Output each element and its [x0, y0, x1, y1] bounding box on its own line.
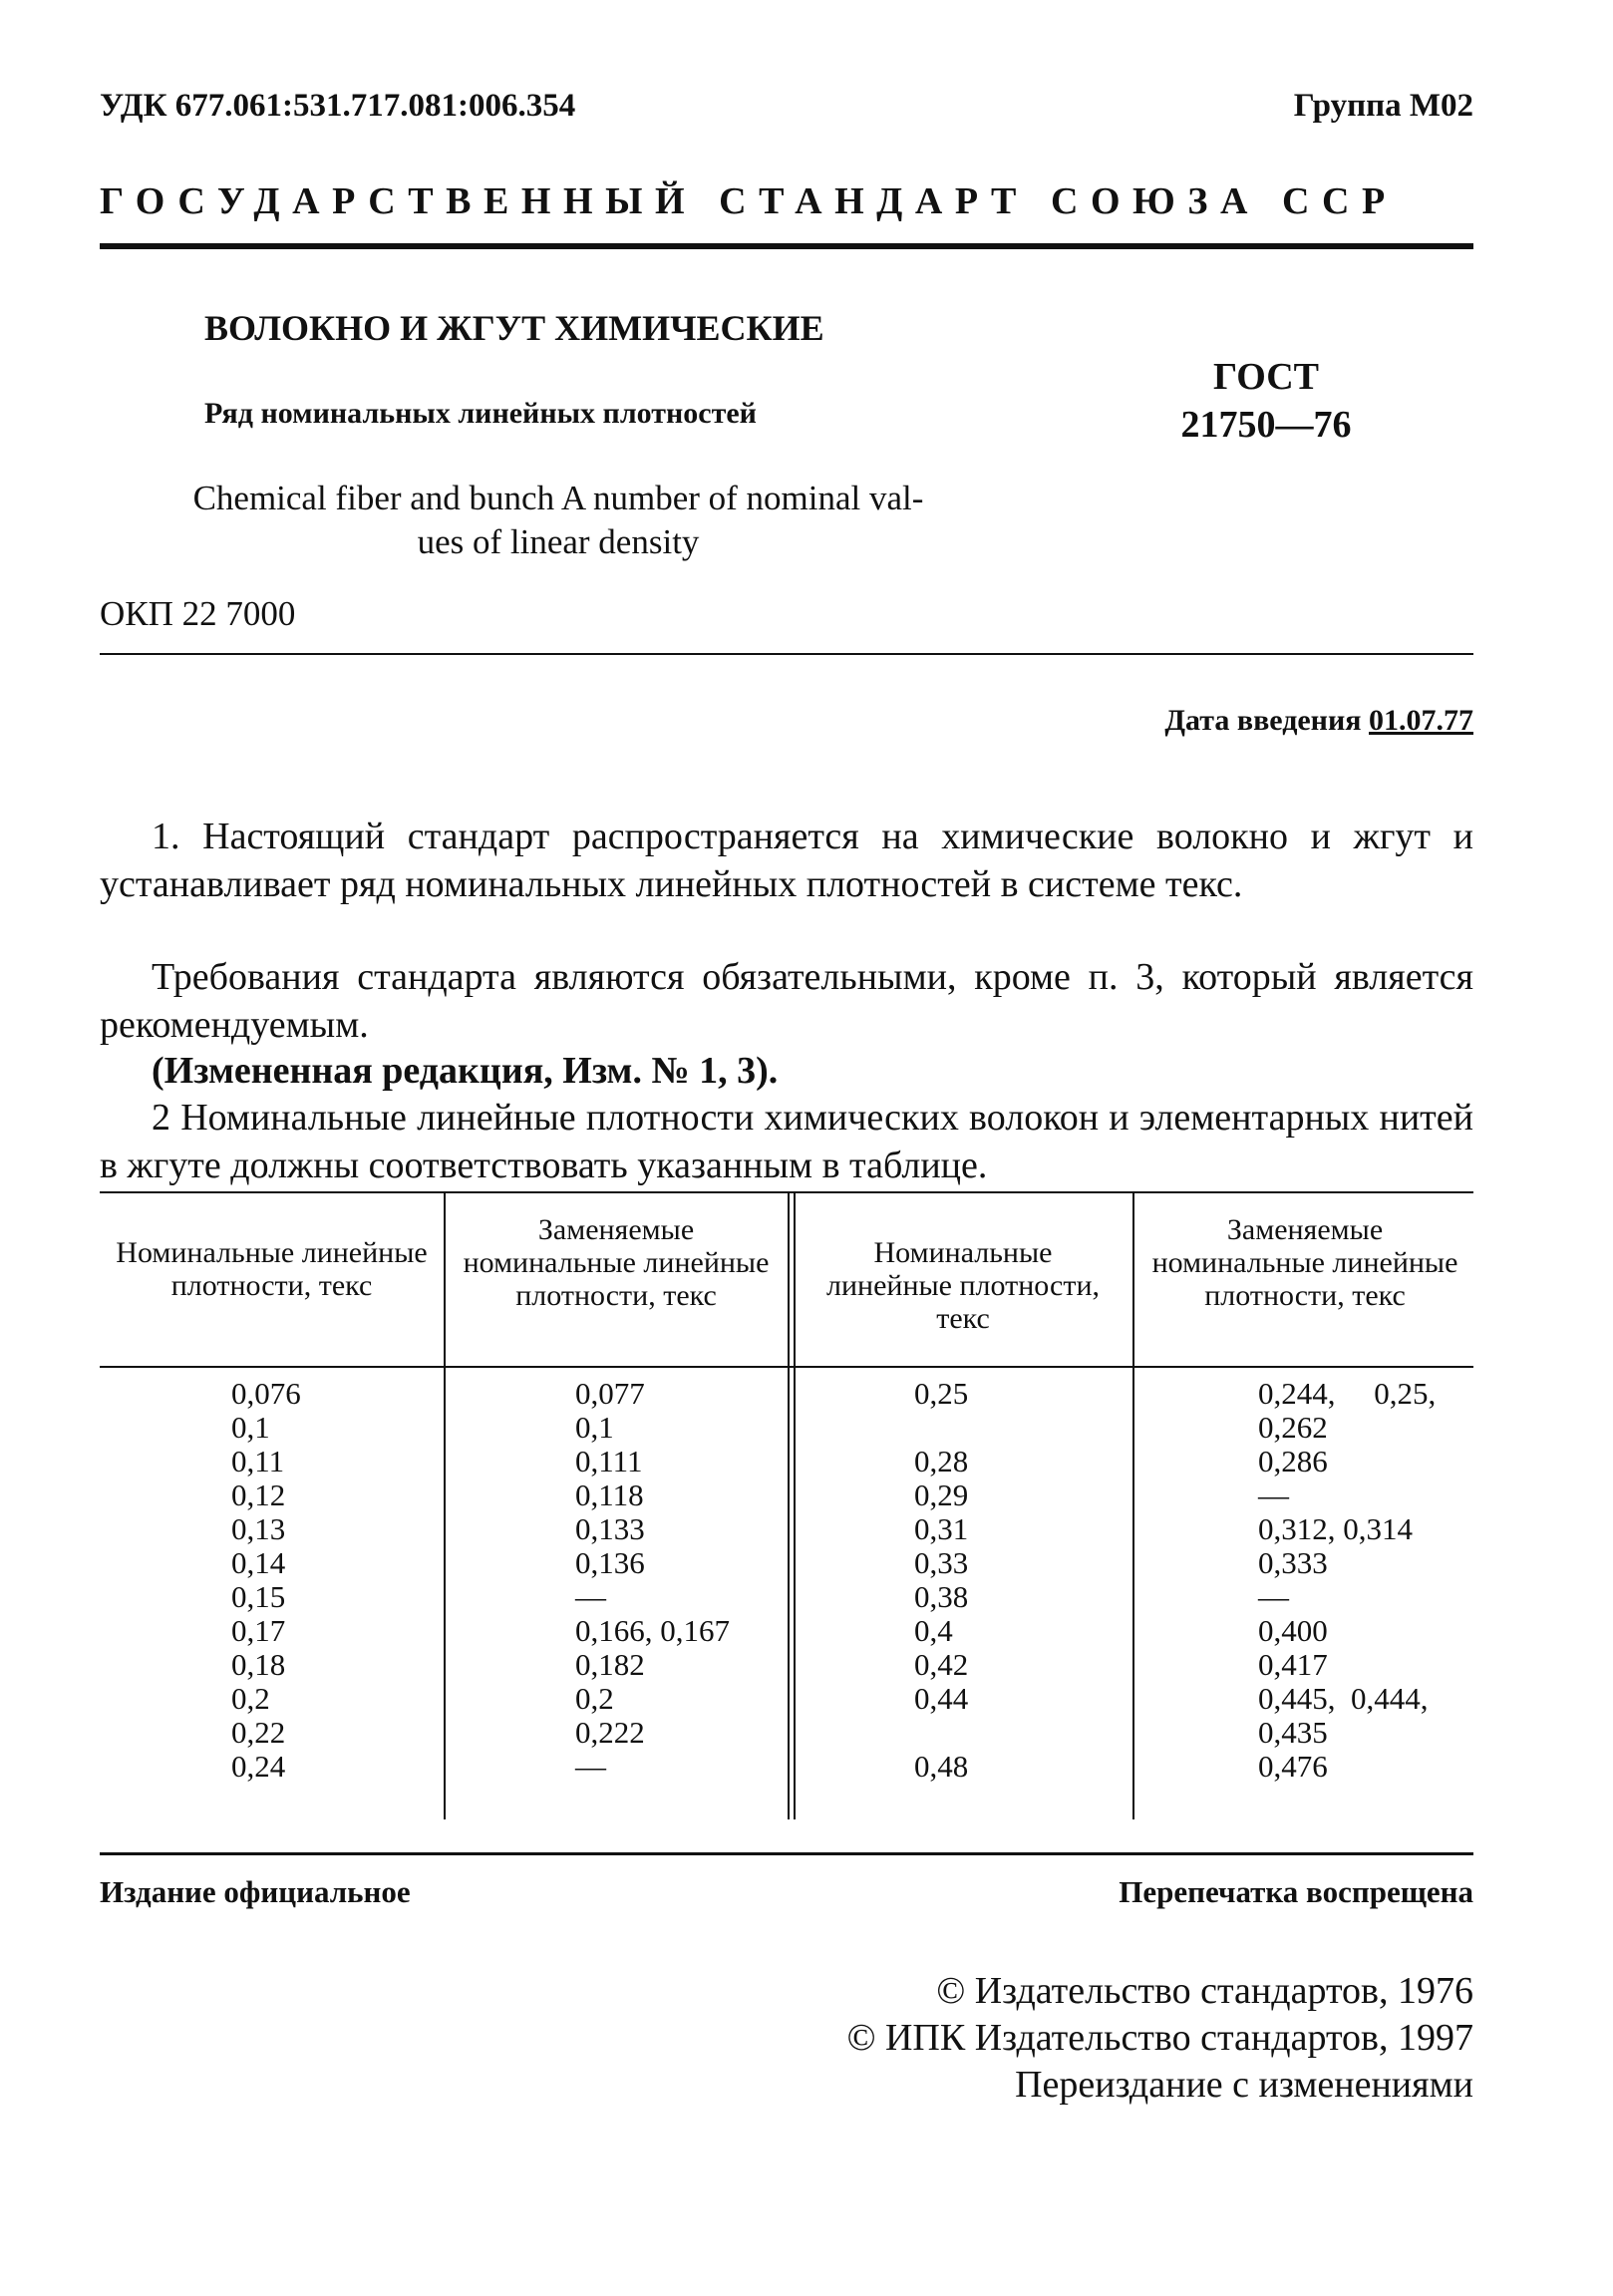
table-cell-col1: 0,076 [231, 1376, 301, 1411]
table-cell-col1: 0,18 [231, 1647, 286, 1682]
table-column-divider [1132, 1191, 1134, 1819]
table-cell-col3: 0,29 [914, 1477, 969, 1512]
table-cell-col1: 0,12 [231, 1477, 286, 1512]
density-table [100, 1191, 1473, 1819]
table-cell-col4: — [1258, 1579, 1289, 1614]
table-cell-col4: 0,262 [1258, 1410, 1328, 1445]
english-title-line1: Chemical fiber and bunch A number of nominal val- [192, 479, 924, 517]
table-cell-col4: 0,312, 0,314 [1258, 1511, 1413, 1546]
table-header-rule [100, 1366, 1473, 1368]
table-header-col3: Номинальные линейные плотности, текс [826, 1236, 1100, 1335]
table-cell-col3: 0,28 [914, 1444, 969, 1478]
table-cell-col3: 0,4 [914, 1613, 953, 1648]
reprint-prohibited-note: Перепечатка воспрещена [1119, 1874, 1473, 1909]
table-cell-col3: 0,31 [914, 1511, 969, 1546]
table-top-rule [100, 1191, 1473, 1193]
copyright-1997: © ИПК Издательство стандартов, 1997 [846, 2017, 1473, 2059]
introduction-date [1164, 704, 1473, 738]
table-cell-col3: 0,38 [914, 1579, 969, 1614]
paragraph-2-text: Требования стандарта являются обязательными, кроме п. 3, который является рекомендуемым. [100, 956, 1473, 1046]
introduction-date-value: 01.07.77 [1369, 704, 1473, 737]
gost-label: ГОСТ [1212, 356, 1320, 398]
paragraph-2 [100, 953, 1473, 1049]
table-header-col1: Номинальные линейные плотности, текс [116, 1236, 428, 1302]
table-cell-col1: 0,2 [231, 1681, 270, 1716]
table-cell-col2: 0,1 [575, 1410, 614, 1445]
table-cell-col2: 0,166, 0,167 [575, 1613, 730, 1648]
group-code: Группа М02 [1293, 88, 1473, 124]
amendment-note [100, 1047, 1473, 1095]
table-cell-col4: 0,445, 0,444, [1258, 1681, 1429, 1716]
reissue-note: Переиздание с изменениями [1015, 2064, 1473, 2106]
table-cell-col1: 0,22 [231, 1715, 286, 1750]
table-cell-col4: 0,476 [1258, 1749, 1328, 1784]
paragraph-1 [100, 813, 1473, 908]
table-cell-col2: 0,118 [575, 1477, 644, 1512]
table-cell-col4: 0,417 [1258, 1647, 1328, 1682]
paragraph-3-text: 2 Номинальные линейные плотности химических волокон и элементарных нитей в жгуте должны соответствовать указанным в таблице. [100, 1097, 1473, 1186]
paragraph-1-text: 1. Настоящий стандарт распространяется на химические волокно и жгут и устанавливает ряд номинальных линейных плотностей в системе текс. [100, 816, 1473, 905]
official-edition-note: Издание официальное [100, 1874, 411, 1909]
udk-code: УДК 677.061:531.717.081:006.354 [100, 88, 576, 124]
table-cell-col4: 0,333 [1258, 1545, 1328, 1580]
table-cell-col4: 0,400 [1258, 1613, 1328, 1648]
table-cell-col2: 0,136 [575, 1545, 645, 1580]
footer-rule [100, 1852, 1473, 1855]
table-header-col4: Заменяемые номинальные линейные плотности, текс [1151, 1213, 1458, 1312]
header-rule [100, 243, 1473, 249]
amendment-note-text: (Измененная редакция, Изм. № 1, 3). [152, 1050, 779, 1092]
table-cell-col1: 0,11 [231, 1444, 285, 1478]
table-cell-col4: 0,286 [1258, 1444, 1328, 1478]
table-cell-col4: 0,435 [1258, 1715, 1328, 1750]
table-column-divider [794, 1191, 796, 1819]
english-title-line2: ues of linear density [417, 522, 700, 561]
table-column-divider [788, 1191, 790, 1819]
table-cell-col1: 0,1 [231, 1410, 270, 1445]
gost-designation [1136, 354, 1396, 449]
table-cell-col4: — [1258, 1477, 1289, 1512]
introduction-date-label: Дата введения [1164, 704, 1362, 737]
table-cell-col3: 0,25 [914, 1376, 969, 1411]
table-cell-col1: 0,14 [231, 1545, 286, 1580]
gost-number: 21750—76 [1180, 403, 1352, 446]
table-cell-col2: 0,133 [575, 1511, 645, 1546]
table-cell-col2: — [575, 1579, 606, 1614]
table-cell-col2: 0,077 [575, 1376, 645, 1411]
table-column-divider [444, 1191, 446, 1819]
english-title [100, 477, 1017, 564]
union-standard-title: ГОСУДАРСТВЕННЫЙ СТАНДАРТ СОЮЗА ССР [100, 180, 1398, 222]
okp-code: ОКП 22 7000 [100, 594, 296, 633]
table-cell-col1: 0,13 [231, 1511, 286, 1546]
document-title: ВОЛОКНО И ЖГУТ ХИМИЧЕСКИЕ [204, 308, 824, 348]
copyright-1976: © Издательство стандартов, 1976 [936, 1970, 1473, 2012]
table-cell-col2: — [575, 1749, 606, 1784]
title-rule [100, 653, 1473, 655]
table-cell-col3: 0,42 [914, 1647, 969, 1682]
paragraph-3 [100, 1094, 1473, 1189]
table-cell-col1: 0,15 [231, 1579, 286, 1614]
table-cell-col3: 0,44 [914, 1681, 969, 1716]
table-cell-col1: 0,17 [231, 1613, 286, 1648]
table-cell-col4: 0,244, 0,25, [1258, 1376, 1437, 1411]
table-cell-col2: 0,222 [575, 1715, 645, 1750]
table-cell-col1: 0,24 [231, 1749, 286, 1784]
table-cell-col2: 0,111 [575, 1444, 643, 1478]
document-subtitle: Ряд номинальных линейных плотностей [204, 397, 757, 430]
table-header-col2: Заменяемые номинальные линейные плотности, текс [463, 1213, 770, 1312]
table-cell-col2: 0,2 [575, 1681, 614, 1716]
table-cell-col2: 0,182 [575, 1647, 645, 1682]
table-cell-col3: 0,48 [914, 1749, 969, 1784]
table-cell-col3: 0,33 [914, 1545, 969, 1580]
